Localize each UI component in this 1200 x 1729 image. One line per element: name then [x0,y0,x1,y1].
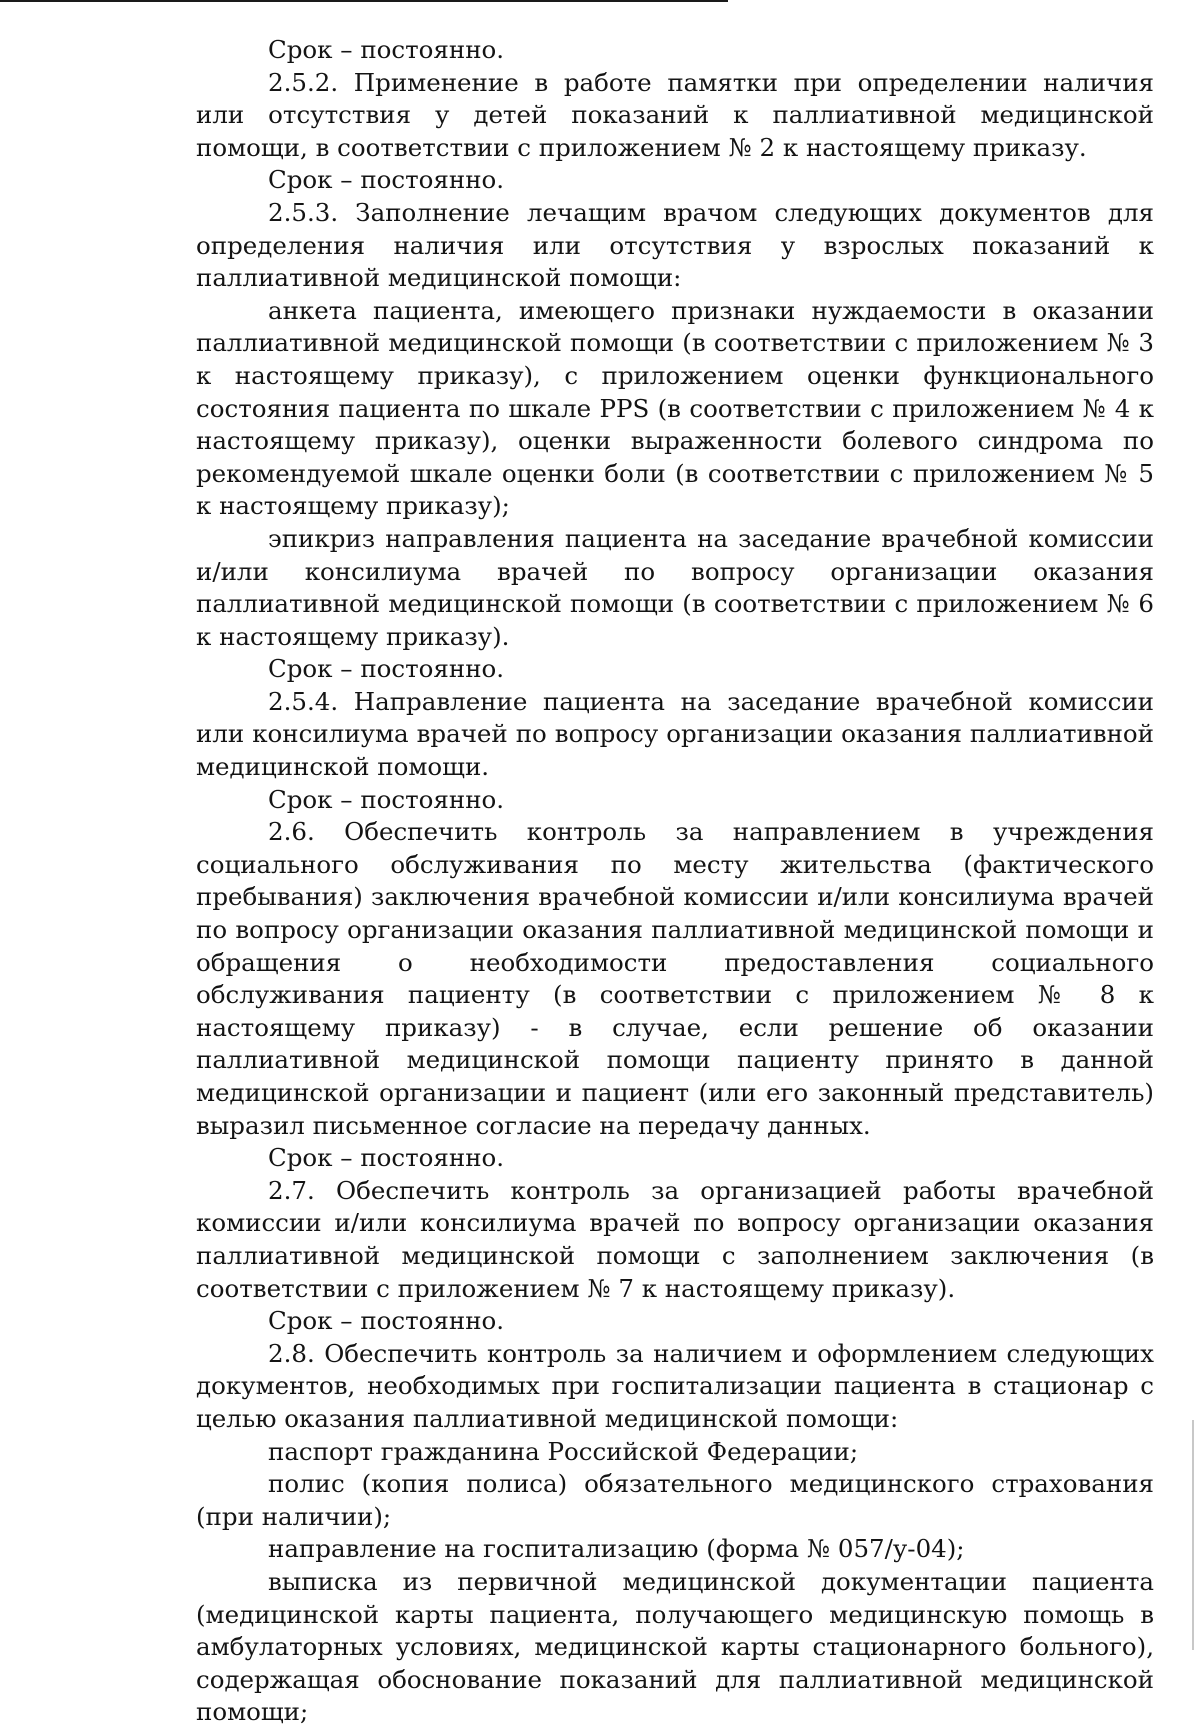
paragraph-epicrisis: эпикриз направления пациента на заседание врачебной комиссии и/или консилиума врачей по вопросу организации оказания паллиативной медицинской помощи (в соответствии с приложением № 6 к настоящему приказу). [196,523,1154,651]
paragraph-medical-extract: выписка из первичной медицинской документации пациента (медицинской карты пациента, получающего медицинскую помощь в амбулаторных условиях, медицинской карты стационарного больного), содержащая обоснование показаний для паллиативной медицинской помощи; [196,1566,1154,1727]
paragraph-2-7: 2.7. Обеспечить контроль за организацией работы врачебной комиссии и/или консилиума врачей по вопросу организации оказания паллиативной медицинской помощи с заполнением заключения (в соответствии с приложением № 7 к настоящему приказу). [196,1175,1154,1303]
paragraph-deadline: Срок – постоянно. [268,1306,505,1336]
paragraph-referral: направление на госпитализацию (форма № 057/у-04); [268,1534,965,1564]
paragraph-2-8: 2.8. Обеспечить контроль за наличием и оформлением следующих документов, необходимых при госпитализации пациента в стационар с целью оказания паллиативной медицинской помощи: [196,1338,1154,1433]
paragraph-deadline: Срок – постоянно. [268,654,505,684]
paragraph-deadline: Срок – постоянно. [268,35,505,64]
document-body [196,34,1154,1729]
paragraph-2-6: 2.6. Обеспечить контроль за направлением в учреждения социального обслуживания по месту жительства (фактического пребывания) заключения врачебной комиссии и/или консилиума врачей по вопросу организации оказания паллиативной медицинской помощи и обращения о необходимости предоставления социального обслуживания пациенту (в соответствии с приложением № 8 к настоящему приказу) - в случае, если решение об оказании паллиативной медицинской помощи пациенту принято в данной медицинской организации и пациент (или его законный представитель) выразил письменное согласие на передачу данных. [196,817,1154,1140]
paragraph-passport: паспорт гражданина Российской Федерации; [268,1436,859,1466]
paragraph-2-5-3: 2.5.3. Заполнение лечащим врачом следующих документов для определения наличия или отсутствия у взрослых показаний к паллиативной медицинской помощи: [196,197,1154,293]
paragraph-deadline: Срок – постоянно. [268,165,505,195]
paragraph-2-5-2: 2.5.2. Применение в работе памятки при определении наличия или отсутствия у детей показаний к паллиативной медицинской помощи, в соответствии с приложением № 2 к настоящему приказу. [196,67,1154,162]
paragraph-insurance-policy: полис (копия полиса) обязательного медицинского страхования (при наличии); [196,1469,1154,1531]
paragraph-2-5-4: 2.5.4. Направление пациента на заседание врачебной комиссии или консилиума врачей по вопросу организации оказания паллиативной медицинской помощи. [196,686,1154,782]
paragraph-questionnaire: анкета пациента, имеющего признаки нуждаемости в оказании паллиативной медицинской помощи (в соответствии с приложением № 3 к настоящему приказу), с приложением оценки функционального состояния пациента по шкале PPS (в соответствии с приложением № 4 к настоящему приказу), оценки выраженности болевого синдрома по рекомендуемой шкале оценки боли (в соответствии с приложением № 5 к настоящему приказу); [196,295,1154,521]
paragraph-deadline: Срок – постоянно. [268,1143,505,1173]
scan-edge-mark [1192,1420,1194,1650]
top-rule-line [0,0,728,2]
paragraph-deadline: Срок – постоянно. [268,784,505,814]
